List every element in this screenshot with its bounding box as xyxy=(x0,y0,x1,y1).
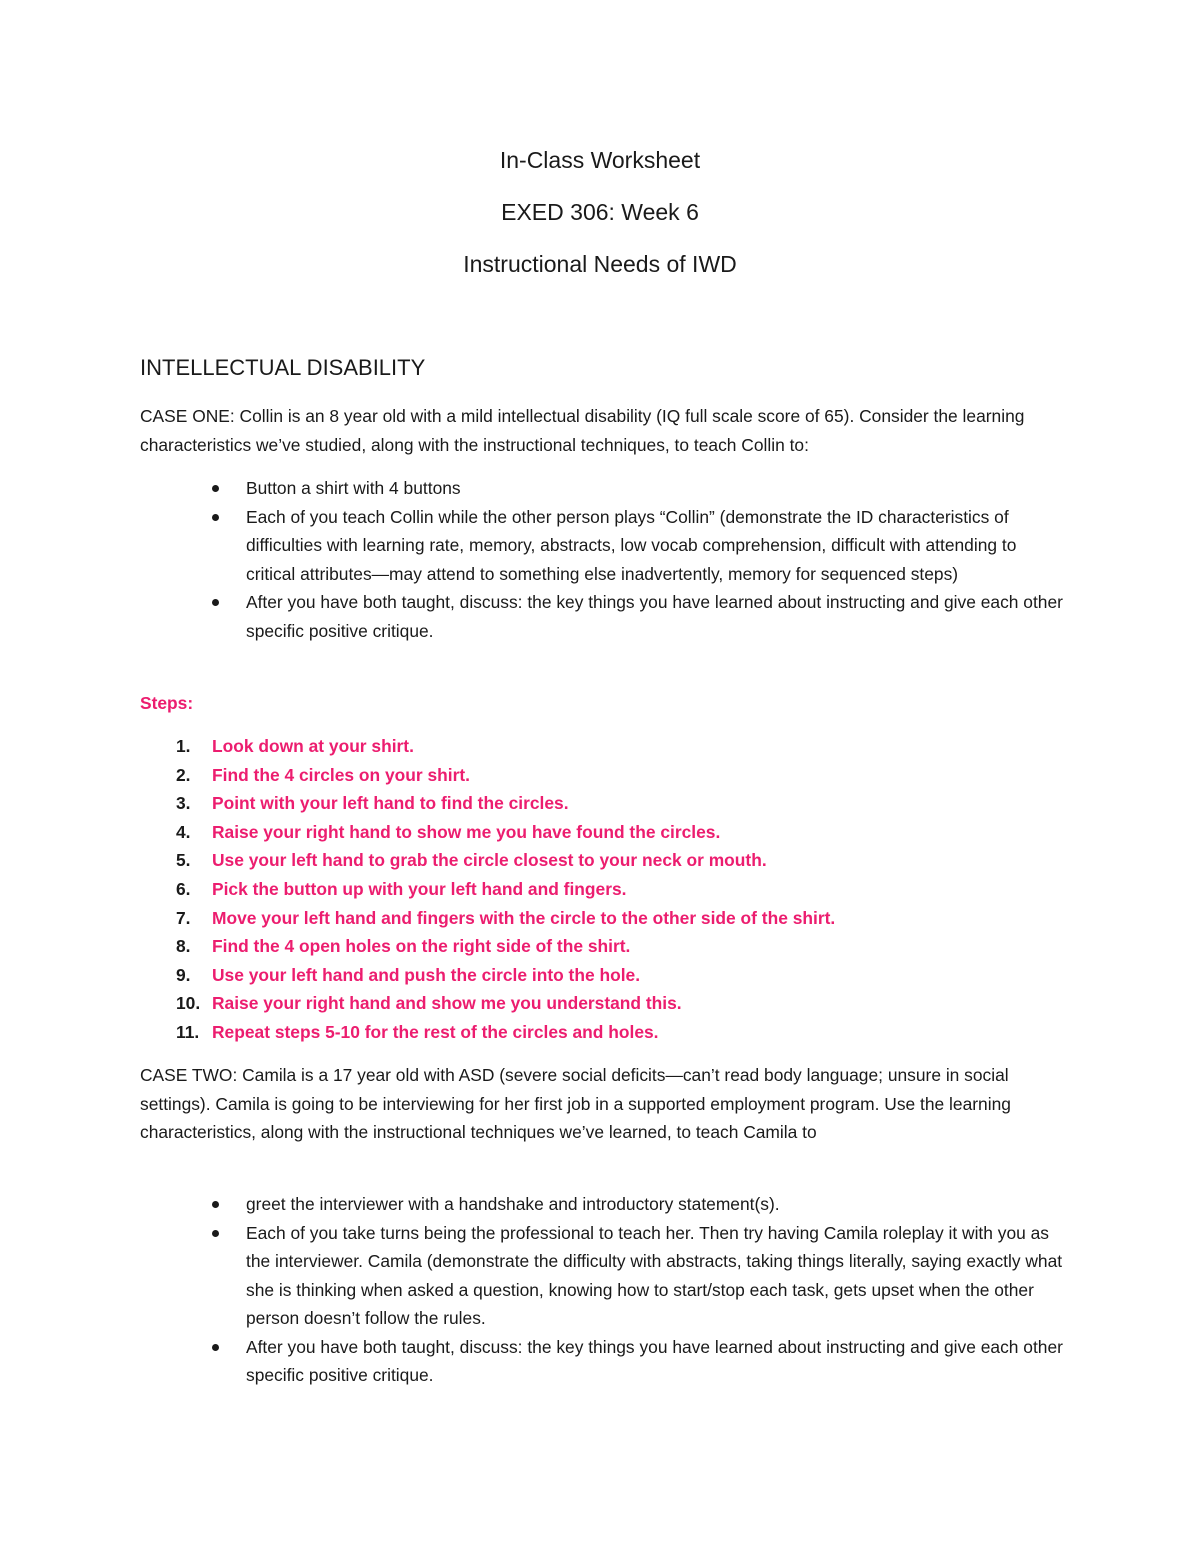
list-item xyxy=(140,503,1070,589)
step-item xyxy=(140,1018,1070,1047)
step-number: 8. xyxy=(176,936,191,957)
bullet-icon xyxy=(212,485,219,492)
list-item xyxy=(140,1333,1070,1390)
worksheet-topic: Instructional Needs of IWD xyxy=(463,251,737,277)
step-number: 1. xyxy=(176,736,191,756)
bullet-text: Each of you take turns being the professional to teach her. Then try having Camila roleplay it with you as the interviewer. Camila (demonstrate the difficulty with abstracts, taking things literally, saying exactly what she is thinking when asked a question, knowing how to start/stop each task, gets upset when the other person doesn’t follow the rules. xyxy=(246,1222,1063,1328)
step-number: 3. xyxy=(176,793,191,814)
worksheet-title: In-Class Worksheet xyxy=(499,147,701,173)
case-two-intro: CASE TWO: Camila is a 17 year old with ASD (severe social deficits—can’t read body language; unsure in social settings). Camila is going to be interviewing for her first job in a supported employment program. Use the learning characteristics, along with the instructional techniques we’ve learned, to teach Camila to xyxy=(140,1065,1011,1142)
section-heading: INTELLECTUAL DISABILITY xyxy=(140,355,426,380)
step-number: 11. xyxy=(176,1021,200,1042)
bullet-icon xyxy=(212,599,219,606)
step-number: 6. xyxy=(176,878,191,899)
step-item xyxy=(140,961,1070,990)
case-one-intro: CASE ONE: Collin is an 8 year old with a mild intellectual disability (IQ full scale score of 65). Consider the learning characteristics we’ve studied, along with the instructional techniques, to teach Collin to: xyxy=(140,406,1025,455)
step-text: Repeat steps 5-10 for the rest of the circles and holes. xyxy=(212,1021,659,1042)
step-text: Raise your right hand and show me you understand this. xyxy=(212,993,682,1014)
step-text: Find the 4 open holes on the right side of the shirt. xyxy=(212,936,631,957)
step-item xyxy=(140,904,1070,933)
bullet-text: Each of you teach Collin while the other person plays “Collin” (demonstrate the ID characteristics of difficulties with learning rate, memory, abstracts, low vocab comprehension, difficult with attending to critical attributes—may attend to something else inadvertently, memory for sequenced steps) xyxy=(246,506,1017,584)
course-week: EXED 306: Week 6 xyxy=(501,199,699,225)
step-item xyxy=(140,732,1070,761)
list-item xyxy=(140,1190,1070,1219)
list-item xyxy=(140,474,1070,503)
step-item xyxy=(140,789,1070,818)
step-item xyxy=(140,989,1070,1018)
list-item xyxy=(140,588,1070,645)
step-number: 7. xyxy=(176,907,191,928)
step-number: 4. xyxy=(176,821,191,842)
step-text: Point with your left hand to find the circles. xyxy=(212,793,569,814)
case-one-bullets xyxy=(140,474,1070,645)
step-number: 5. xyxy=(176,850,191,871)
step-item xyxy=(140,932,1070,961)
step-number: 2. xyxy=(176,764,191,785)
bullet-icon xyxy=(212,514,219,521)
bullet-icon xyxy=(212,1230,219,1237)
step-item xyxy=(140,846,1070,875)
step-item xyxy=(140,818,1070,847)
steps-label: Steps: xyxy=(140,693,194,713)
case-two-bullets xyxy=(140,1190,1070,1390)
step-text: Use your left hand to grab the circle closest to your neck or mouth. xyxy=(212,850,767,871)
bullet-text: After you have both taught, discuss: the key things you have learned about instructing and give each other specific positive critique. xyxy=(246,1336,1063,1385)
step-text: Look down at your shirt. xyxy=(212,736,414,756)
steps-list xyxy=(140,732,1070,1047)
step-item xyxy=(140,875,1070,904)
bullet-text: greet the interviewer with a handshake and introductory statement(s). xyxy=(246,1194,780,1214)
step-text: Pick the button up with your left hand and fingers. xyxy=(212,878,627,899)
list-item xyxy=(140,1219,1070,1333)
step-text: Raise your right hand to show me you have found the circles. xyxy=(212,821,721,842)
step-number: 10. xyxy=(176,993,201,1014)
bullet-icon xyxy=(212,1201,219,1208)
step-text: Use your left hand and push the circle into the hole. xyxy=(212,964,641,985)
bullet-icon xyxy=(212,1344,219,1351)
step-text: Find the 4 circles on your shirt. xyxy=(212,764,471,785)
step-text: Move your left hand and fingers with the circle to the other side of the shirt. xyxy=(212,907,836,928)
bullet-text: After you have both taught, discuss: the key things you have learned about instructing and give each other specific positive critique. xyxy=(246,592,1063,641)
bullet-text: Button a shirt with 4 buttons xyxy=(246,478,461,498)
step-number: 9. xyxy=(176,964,191,985)
step-item xyxy=(140,761,1070,790)
